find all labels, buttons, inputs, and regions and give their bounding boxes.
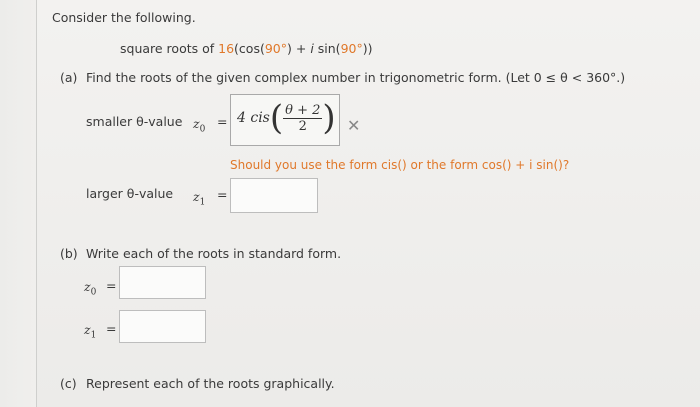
z1-symbol: $z_1$ xyxy=(193,189,206,208)
z0-trig-answer-box[interactable] xyxy=(230,94,340,146)
hint-text: Should you use the form cis() or the form cos() + i sin()? xyxy=(230,158,570,172)
z0-symbol: $z_0$ xyxy=(193,116,206,135)
question-heading: Consider the following. xyxy=(52,10,196,25)
answer-fraction: $\frac{\theta + 2}{2}$ xyxy=(285,102,321,134)
z0-standard-answer-box[interactable] xyxy=(119,266,206,299)
open-paren: ( xyxy=(269,98,284,138)
b-z0-symbol: $z_0$ xyxy=(84,279,97,298)
close-paren: ) xyxy=(322,98,336,138)
z1-equals: = xyxy=(217,187,228,202)
b-z1-equals: = xyxy=(106,321,117,336)
part-a-label: (a) xyxy=(60,70,78,85)
incorrect-icon: ✕ xyxy=(347,116,361,135)
problem-statement: square roots of 16(cos(90°) + i sin(90°)) xyxy=(120,41,373,56)
b-z1-symbol: $z_1$ xyxy=(84,322,97,341)
part-c-label: (c) xyxy=(60,376,77,391)
part-c-instruction: Represent each of the roots graphically. xyxy=(86,376,335,391)
smaller-theta-label: smaller θ-value xyxy=(86,114,183,129)
left-border xyxy=(36,0,37,407)
left-margin xyxy=(0,0,36,407)
z0-equals: = xyxy=(217,114,228,129)
z1-standard-answer-box[interactable] xyxy=(119,310,206,343)
part-a-instruction: Find the roots of the given complex number in trigonometric form. (Let 0 ≤ θ < 360°.) xyxy=(86,70,626,85)
z1-trig-answer-box[interactable] xyxy=(230,178,318,213)
answer-cis: 4 cis xyxy=(237,110,270,126)
part-b-instruction: Write each of the roots in standard form. xyxy=(86,246,342,261)
b-z0-equals: = xyxy=(106,278,117,293)
larger-theta-label: larger θ-value xyxy=(86,186,174,201)
part-b-label: (b) xyxy=(60,246,78,261)
